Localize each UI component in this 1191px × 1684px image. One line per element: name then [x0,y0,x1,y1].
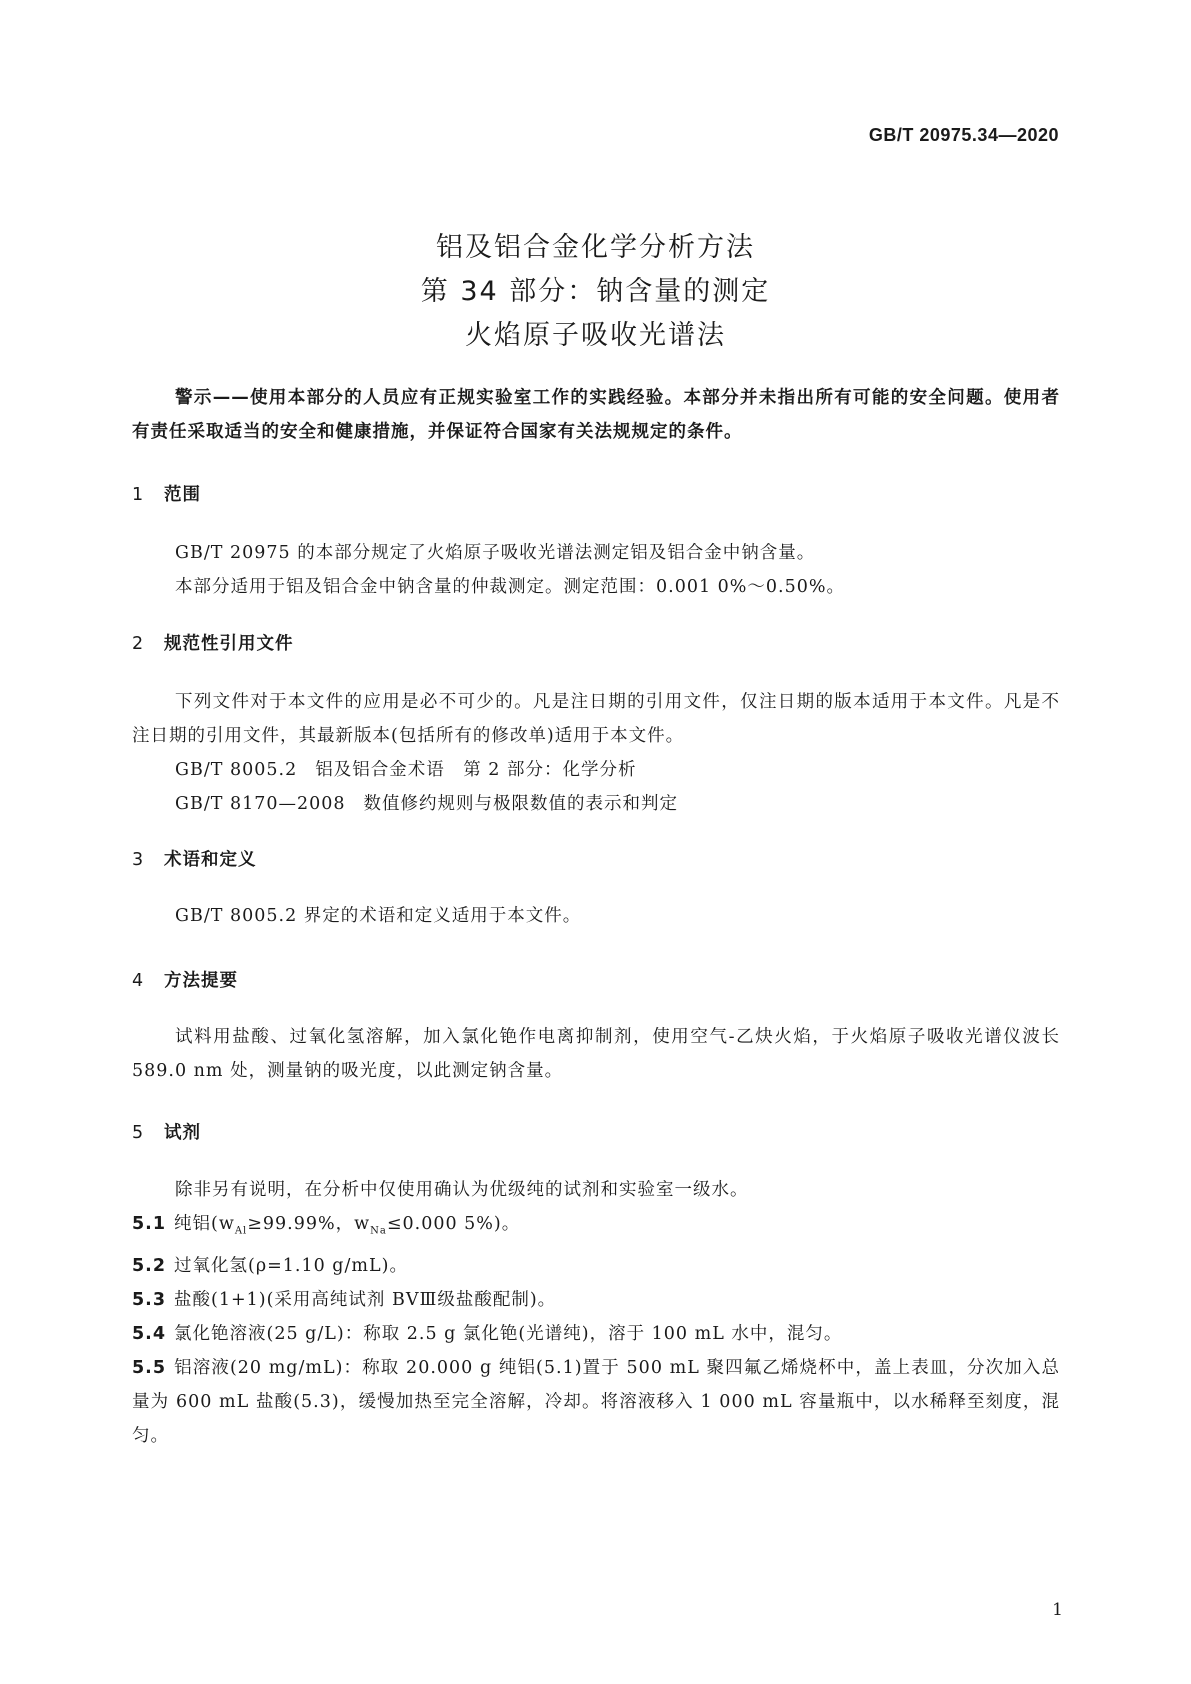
paragraph: GB/T 20975 的本部分规定了火焰原子吸收光谱法测定铝及铝合金中钠含量。 [175,543,816,563]
subscript: Al [234,1225,248,1237]
section-4-heading [132,967,238,992]
item-number: 5.4 [132,1323,167,1344]
item-text: 纯铝(w [174,1214,235,1234]
item-number: 5.2 [132,1255,167,1276]
section-1-heading [132,481,201,506]
reference-code: GB/T 8170—2008 [175,794,346,814]
item-number: 5.5 [132,1357,167,1378]
section-2-body [132,685,1060,821]
title-line-2: 第 34 部分：钠含量的测定 [420,276,771,307]
item-text: 盐酸(1+1)(采用高纯试剂 BVⅢ级盐酸配制)。 [174,1289,557,1310]
reagent-item [132,1283,1060,1317]
section-5-body [132,1173,1060,1453]
reference-title: 铝及铝合金术语 第 2 部分：化学分析 [315,760,637,780]
warning-block [132,381,1060,449]
warning-text: 警示——使用本部分的人员应有正规实验室工作的实践经验。本部分并未指出所有可能的安全问题。使用者有责任采取适当的安全和健康措施，并保证符合国家有关法规规定的条件。 [132,388,1060,442]
item-number: 5.3 [132,1289,167,1310]
section-3-body [132,899,1060,933]
standard-number: GB/T 20975.34—2020 [868,125,1059,145]
section-1-body [132,536,1060,604]
title-line-1: 铝及铝合金化学分析方法 [436,232,755,263]
subscript: Na [370,1225,387,1237]
reagent-item [132,1207,1060,1249]
section-title: 术语和定义 [164,850,257,870]
document-title [0,226,1191,358]
paragraph: GB/T 8005.2 界定的术语和定义适用于本文件。 [175,906,582,926]
section-3-heading [132,846,257,871]
section-number: 2 [132,634,145,654]
paragraph: 试料用盐酸、过氧化氢溶解，加入氯化铯作电离抑制剂，使用空气-乙炔火焰，于火焰原子吸收光谱仪波长 589.0 nm 处，测量钠的吸光度，以此测定钠含量。 [132,1027,1060,1081]
section-5-heading [132,1119,201,1144]
section-title: 试剂 [164,1123,201,1143]
item-number: 5.1 [132,1214,167,1234]
reagent-item [132,1317,1060,1351]
section-number: 4 [132,971,145,991]
reagent-item [132,1351,1060,1453]
paragraph: 下列文件对于本文件的应用是必不可少的。凡是注日期的引用文件，仅注日期的版本适用于本文件。凡是不注日期的引用文件，其最新版本(包括所有的修改单)适用于本文件。 [132,692,1060,746]
reference-item [132,753,1060,787]
reagent-item [132,1249,1060,1283]
section-title: 规范性引用文件 [164,634,294,654]
section-2-heading [132,630,294,655]
item-text: 铝溶液(20 mg/mL)：称取 20.000 g 纯铝(5.1)置于 500 mL 聚四氟乙烯烧杯中，盖上表皿，分次加入总量为 600 mL 盐酸(5.3)，缓慢加热至完全溶解，冷却。将溶液移入 1 000 mL 容量瓶中，以水稀释至刻度，混匀。 [132,1357,1060,1446]
section-number: 3 [132,850,145,870]
item-text: ≥99.99%，w [247,1214,371,1234]
title-line-3: 火焰原子吸收光谱法 [465,320,726,351]
section-number: 5 [132,1123,145,1143]
section-title: 范围 [164,485,201,505]
page-number: 1 [1052,1600,1063,1620]
item-text: ≤0.000 5%)。 [386,1214,521,1234]
item-text: 过氧化氢(ρ=1.10 g/mL)。 [174,1255,408,1276]
item-text: 氯化铯溶液(25 g/L)：称取 2.5 g 氯化铯(光谱纯)，溶于 100 mL 水中，混匀。 [174,1323,843,1344]
reference-title: 数值修约规则与极限数值的表示和判定 [363,794,679,814]
section-number: 1 [132,485,145,505]
paragraph: 本部分适用于铝及铝合金中钠含量的仲裁测定。测定范围：0.001 0%～0.50%。 [175,577,846,597]
reference-item [132,787,1060,821]
paragraph: 除非另有说明，在分析中仅使用确认为优级纯的试剂和实验室一级水。 [175,1180,749,1200]
section-4-body [132,1020,1060,1088]
reference-code: GB/T 8005.2 [175,760,298,780]
section-title: 方法提要 [164,971,238,991]
